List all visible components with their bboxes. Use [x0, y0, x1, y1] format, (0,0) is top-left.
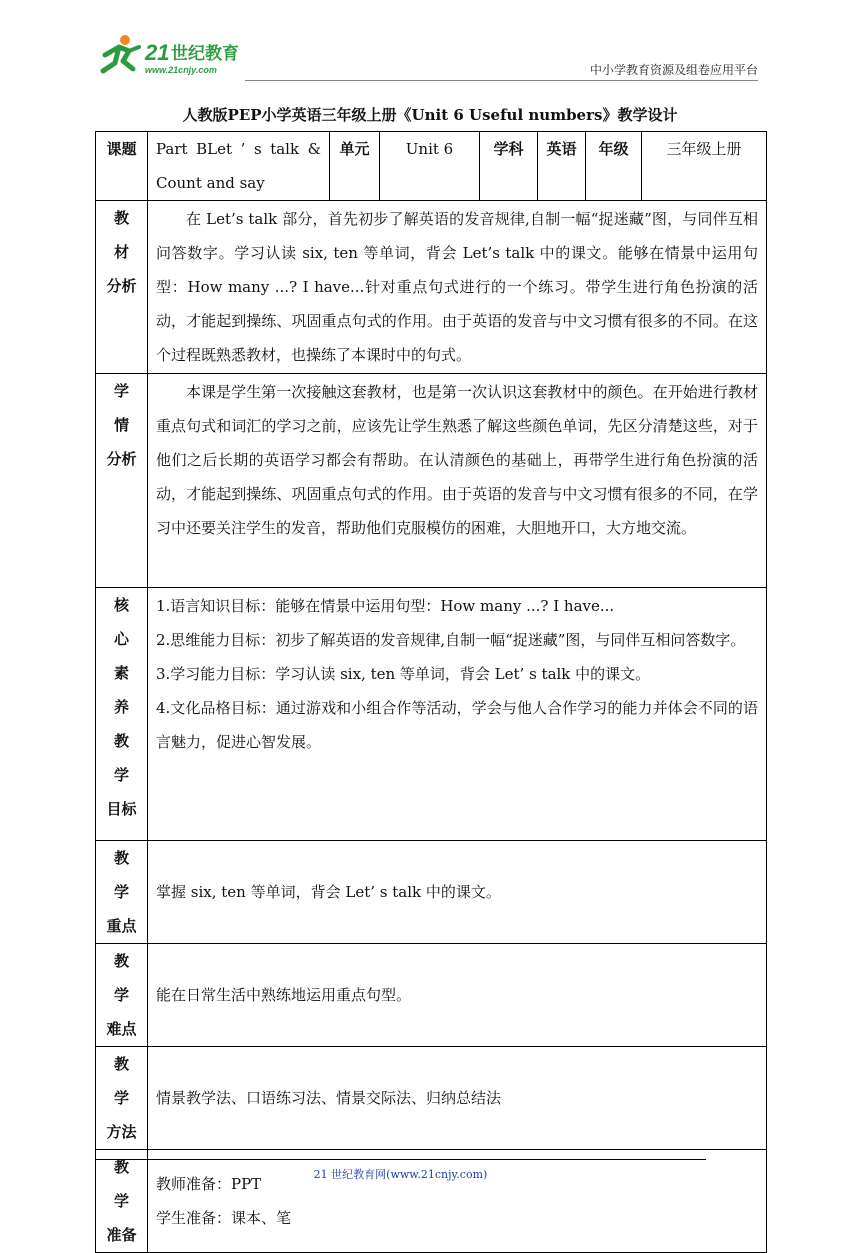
- key-points-text: 掌握 six, ten 等单词，背会 Let’ s talk 中的课文。: [148, 841, 767, 944]
- difficulties-text: 能在日常生活中熟练地运用重点句型。: [148, 944, 767, 1047]
- objective-item: 1.语言知识目标：能够在情景中运用句型：How many ...? I have...: [156, 597, 615, 615]
- subject-label: 学科: [480, 132, 538, 201]
- info-row: [96, 132, 767, 201]
- objectives-label: 核 心 素 养 教 学 目标: [96, 588, 148, 841]
- preparation-label: 教 学 准备: [96, 1150, 148, 1253]
- site-logo: [95, 33, 295, 77]
- subject-value: 英语: [538, 132, 586, 201]
- difficulties-label: 教 学 难点: [96, 944, 148, 1047]
- unit-label: 单元: [330, 132, 380, 201]
- course-value: [148, 132, 330, 201]
- course-label: 课题: [96, 132, 148, 201]
- key-points-row: [96, 841, 767, 944]
- svg-text:世纪教育: 世纪教育: [171, 44, 239, 64]
- methods-row: [96, 1047, 767, 1150]
- material-analysis-label: 教 材 分析: [96, 201, 148, 374]
- svg-text:www.21cnjy.com: www.21cnjy.com: [145, 65, 217, 75]
- course-value-line1: Part BLet ’ s talk &: [156, 140, 321, 158]
- student-preparation: 学生准备：课本、笔: [156, 1209, 292, 1227]
- platform-name: 中小学教育资源及组卷应用平台: [589, 63, 758, 77]
- course-value-line2: Count and say: [156, 174, 265, 192]
- footer-divider: [95, 1159, 706, 1160]
- student-analysis-text: 本课是学生第一次接触这套教材，也是第一次认识这套教材中的颜色。在开始进行教材重点句式和词汇的学习之前，应该先让学生熟悉了解这些颜色单词，先区分清楚这些，对于他们之后长期的英语学习都会有帮助。在认清颜色的基础上，再带学生进行角色扮演的活动，才能起到操练、巩固重点句式的作用。由于英语的发音与中文习惯有很多的不同，在学习中还要关注学生的发音，帮助他们克服模仿的困难，大胆地开口，大方地交流。: [148, 374, 767, 588]
- page-header: [95, 33, 758, 81]
- student-analysis-row: [96, 374, 767, 588]
- teacher-preparation: 教师准备：PPT: [156, 1175, 262, 1193]
- header-divider: [245, 80, 758, 81]
- objective-item: 3.学习能力目标：学习认读 six, ten 等单词，背会 Let’ s talk 中的课文。: [156, 665, 651, 683]
- student-analysis-label: 学 情 分析: [96, 374, 148, 588]
- difficulties-row: [96, 944, 767, 1047]
- objective-item: 2.思维能力目标：初步了解英语的发音规律,自制一幅“捉迷藏”图，与同伴互相问答数字。: [156, 631, 746, 649]
- objectives-row: [96, 588, 767, 841]
- grade-label: 年级: [586, 132, 642, 201]
- preparation-row: [96, 1150, 767, 1253]
- objectives-list: [148, 588, 767, 841]
- footer-link[interactable]: 21 世纪教育网(www.21cnjy.com): [313, 1168, 488, 1181]
- unit-value: Unit 6: [380, 132, 480, 201]
- svg-text:21: 21: [145, 40, 170, 65]
- key-points-label: 教 学 重点: [96, 841, 148, 944]
- grade-value: 三年级上册: [642, 132, 767, 201]
- methods-text: 情景教学法、口语练习法、情景交际法、归纳总结法: [148, 1047, 767, 1150]
- preparation-text: [148, 1150, 767, 1253]
- lesson-plan-table: [95, 131, 767, 1253]
- document-title: 人教版PEP小学英语三年级上册《Unit 6 Useful numbers》教学设计: [182, 106, 678, 124]
- material-analysis-row: [96, 201, 767, 374]
- methods-label: 教 学 方法: [96, 1047, 148, 1150]
- material-analysis-text: 在 Let’s talk 部分，首先初步了解英语的发音规律,自制一幅“捉迷藏”图，与同伴互相问答数字。学习认读 six, ten 等单词，背会 Let’s talk 中的课文。能够在情景中运用句型：How many ...? I have...针对重点句式进行的一个练习。带学生进行角色扮演的活动，才能起到操练、巩固重点句式的作用。由于英语的发音与中文习惯有很多的不同。在这个过程既熟悉教材，也操练了本课时中的句式。: [148, 201, 767, 374]
- objective-item: 4.文化品格目标：通过游戏和小组合作等活动，学会与他人合作学习的能力并体会不同的语言魅力，促进心智发展。: [156, 699, 758, 751]
